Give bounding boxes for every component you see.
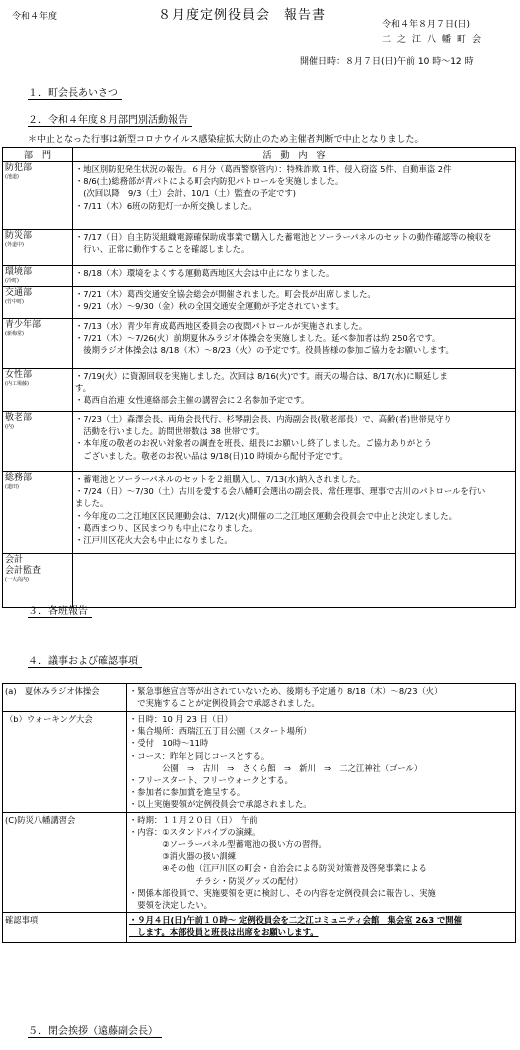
agenda-row (3, 712, 516, 813)
meeting-time: 開催日時：８月７日(日)午前 10 時～12 時 (300, 57, 474, 67)
department-name: 防災部 (5, 231, 33, 241)
cancellation-note: ＊中止となった行事は新型コロナウイルス感染症拡大防止のため主催者判断で中止となりました。 (28, 135, 424, 145)
agenda-row (3, 812, 516, 913)
activity-line: ・7/11（木）6班の防犯灯一か所交換しました。 (75, 200, 257, 211)
agenda-content (127, 913, 516, 943)
agenda-line: ・日時：10 月 23 日（日） (129, 714, 233, 724)
department-cell (3, 266, 73, 287)
activity-line: ました。 (75, 498, 109, 509)
agenda-line: ・フリースタート、フリーウォークとする。 (129, 775, 293, 786)
page-title: ８月度定例役員会 報告書 (158, 8, 327, 23)
department-row (3, 554, 516, 608)
department-row (3, 319, 516, 369)
fiscal-year: 令和４年度 (12, 12, 58, 22)
department-cell (3, 319, 73, 369)
department-name: 環境部 (5, 267, 33, 277)
department-cell (3, 554, 73, 608)
activity-cell (73, 266, 516, 287)
activity-line: ・7/24（日）～7/30（土）古川を愛する会八幡町会選出の副会長、常任理事、理事で古川のパトロールを行い (75, 486, 486, 497)
activity-line: ・8/18（木）環境をよくする運動葛西地区大会は中止になりました。 (75, 268, 335, 278)
activity-line: 後期ラジオ体操会は 8/18（木）～8/23（火）の予定です。役員皆様の参加ご協力をお願いします。 (75, 345, 454, 356)
section-3-heading: ３．各班報告 (28, 602, 92, 618)
activity-line: ・7/19(火）に資源回収を実施しました。次回は 8/16(火)です。雨天の場合は、8/17(水)に順延しま (75, 371, 448, 381)
section-2-heading: ２．令和４年度８月部門別活動報告 (28, 111, 192, 127)
agenda-line: ・コース：昨年と同じコースとする。 (129, 750, 270, 761)
agenda-line: チラシ・防災グッズの配付） (129, 875, 303, 886)
agenda-content (127, 684, 516, 712)
agenda-content (127, 812, 516, 913)
department-row (3, 472, 516, 554)
activity-line: ・7/21（木）～7/26(火）前期夏休みラジオ体操会を実施しました。延べ参加者は約 250名です。 (75, 333, 441, 344)
department-name: 会計 会計監査 (5, 555, 42, 576)
section-5-heading: ５．閉会挨拶（遠藤副会長） (28, 1022, 162, 1038)
agenda-row (3, 684, 516, 712)
department-cell (3, 287, 73, 319)
agenda-line: ・時期：１１月２０日（日） 午前 (129, 814, 258, 825)
activity-line: 行い、正常に動作することを確認しました。 (75, 244, 250, 255)
activity-line: ・本年度の敬老のお祝い対象者の調査を班長、組長にお願いし終了しました。ご協力ありがとう (75, 438, 432, 449)
department-cell (3, 162, 73, 230)
agenda-line: ・受付 10時～11時 (129, 738, 209, 749)
activity-line: ・7/21（木）葛西交通安全協会総会が開催されました。町会長が出席しました。 (75, 289, 376, 299)
activity-cell (73, 554, 516, 608)
department-leader: (一大高内) (5, 577, 29, 583)
department-name: 総務部 (5, 473, 33, 483)
activity-line: ・葛西まつり、区民まつりも中止になりました。 (75, 522, 258, 533)
activity-line: ・7/17（日）自主防災組織電源確保助成事業で購入した蓄電池とソーラーパネルのセットの動作確認等の検収を (75, 232, 492, 242)
department-leader: (内) (5, 424, 14, 430)
department-leader: (外道中) (5, 242, 24, 248)
dept-column-header: 部 門 (3, 148, 73, 162)
department-leader: (新梅常) (5, 331, 24, 337)
organization-name: 二之江八幡町会 (382, 35, 488, 45)
activity-cell (73, 287, 516, 319)
agenda-label: (C)防災八幡講習会 (3, 812, 127, 913)
activity-line: ・地区別防犯発生状況の報告。６月分（葛西警察管内）：特殊詐欺 1件、侵入窃盗 5件、自動車盗 2件 (75, 164, 452, 174)
agenda-line: ・関係本部役員で、実施要領を更に検討し、その内容を定例役員会に報告し、実施 (129, 887, 436, 898)
activity-column-header: 活 動 内 容 (73, 148, 516, 162)
activity-cell (73, 230, 516, 266)
activity-line: ・7/13（水）青少年育成葛西地区委員会の夜間パトロールが実施されました。 (75, 321, 368, 331)
department-row (3, 369, 516, 412)
department-cell (3, 230, 73, 266)
department-row (3, 162, 516, 230)
department-cell (3, 472, 73, 554)
activity-cell (73, 412, 516, 472)
activity-line: (次回以降 9/3（土）会計、10/1（土）監査の予定です) (75, 188, 296, 199)
agenda-line: ・以上実施要領が定例役員会で承認されました。 (129, 799, 312, 810)
activity-line: ございました。敬老のお祝い品は 9/18(日)10 時頃から配付予定です。 (75, 450, 348, 461)
department-name: 女性部 (5, 370, 33, 380)
agenda-label: (a) 夏休みラジオ体操会 (3, 684, 127, 712)
activity-cell (73, 319, 516, 369)
department-row (3, 230, 516, 266)
agenda-label: 確認事項 (3, 913, 127, 943)
agenda-line: 公園 ⇒ 古川 ⇒ さくら館 ⇒ 新川 ⇒ 二之江神社（ゴール） (129, 762, 423, 773)
department-leader: (冷町) (5, 278, 19, 284)
activity-cell (73, 162, 516, 230)
department-leader: (池道) (5, 174, 19, 180)
activity-line: ・葛西自治連 女性連絡部会主催の講習会に２名参加予定です。 (75, 395, 310, 406)
activity-cell (73, 472, 516, 554)
agenda-line: 要領を決定したい。 (129, 900, 212, 911)
agenda-row (3, 913, 516, 943)
agenda-label: （b）ウォーキング大会 (3, 712, 127, 813)
department-leader: (内工場藤) (5, 381, 29, 387)
agenda-line: ・内容：①スタンドパイプの演練。 (129, 826, 261, 837)
agenda-line: します。本部役員と班長は出席をお願いします。 (129, 927, 319, 938)
department-leader: (道田) (5, 484, 19, 490)
report-date: 令和４年８月７日(日) (382, 20, 471, 30)
activity-line: ・江戸川区花火大会も中止になりました。 (75, 535, 233, 546)
department-row (3, 287, 516, 319)
section-1-heading: １．町会長あいさつ (28, 84, 122, 100)
section-4-heading: ４．議事および確認事項 (28, 652, 142, 668)
agenda-line: ・９月４日(日)午前１０時～ 定例役員会を二之江コミュニティ会館 集会室 2&3 で開催 (129, 915, 462, 926)
department-leader: (竹中町) (5, 299, 24, 305)
department-name: 青少年部 (5, 320, 42, 330)
activity-line: ・今年度の二之江地区区民運動会は、7/12(火)開催の二之江地区運動会役員会で中止と決定しました。 (75, 510, 457, 521)
department-report-table (2, 147, 516, 608)
activity-line: ・8/6(土)総務部が青パトによる町会内防犯パトロールを実施しました。 (75, 176, 344, 187)
agenda-line: ・集合場所：西瑞江五丁目公園（スタート場所） (129, 726, 312, 737)
activity-line: ・7/23（土）森澤会長、両角会長代行、杉琴副会長、内海副会長(敬老部長）で、高齢(者)世帯見守り (75, 414, 452, 424)
activity-cell (73, 369, 516, 412)
activity-line: ・蓄電池とソーラーパネルのセットを２組購入し、7/13(水)納入されました。 (75, 474, 366, 484)
department-row (3, 266, 516, 287)
activity-line: す。 (75, 383, 91, 394)
department-name: 敬老部 (5, 413, 33, 423)
agenda-line: ②ソーラーパネル型蓄電池の扱い方の習得。 (129, 839, 327, 850)
activity-line: 活動を行いました。訪問世帯数は 38 世帯です。 (75, 426, 265, 437)
department-row (3, 412, 516, 472)
agenda-line: ④その他（江戸川区の町会・自治会による防災対策普及啓発事業による (129, 863, 427, 874)
agenda-table (2, 683, 516, 943)
activity-line: ・9/21（水）～9/30（金）秋の全国交通安全運動が予定されています。 (75, 301, 344, 312)
agenda-content (127, 712, 516, 813)
agenda-line: ・緊急事態宣言等が出されていないため、後期も予定通り 8/18（木）～8/23（火） (129, 686, 443, 696)
department-name: 防犯部 (5, 163, 33, 173)
agenda-line: ③消火器の扱い訓練 (129, 851, 237, 862)
department-name: 交通部 (5, 288, 33, 298)
department-cell (3, 412, 73, 472)
agenda-line: ・参加者に参加賞を進呈する。 (129, 787, 246, 798)
agenda-line: で実施することが定例役員会で承認されました。 (129, 698, 320, 709)
department-cell (3, 369, 73, 412)
